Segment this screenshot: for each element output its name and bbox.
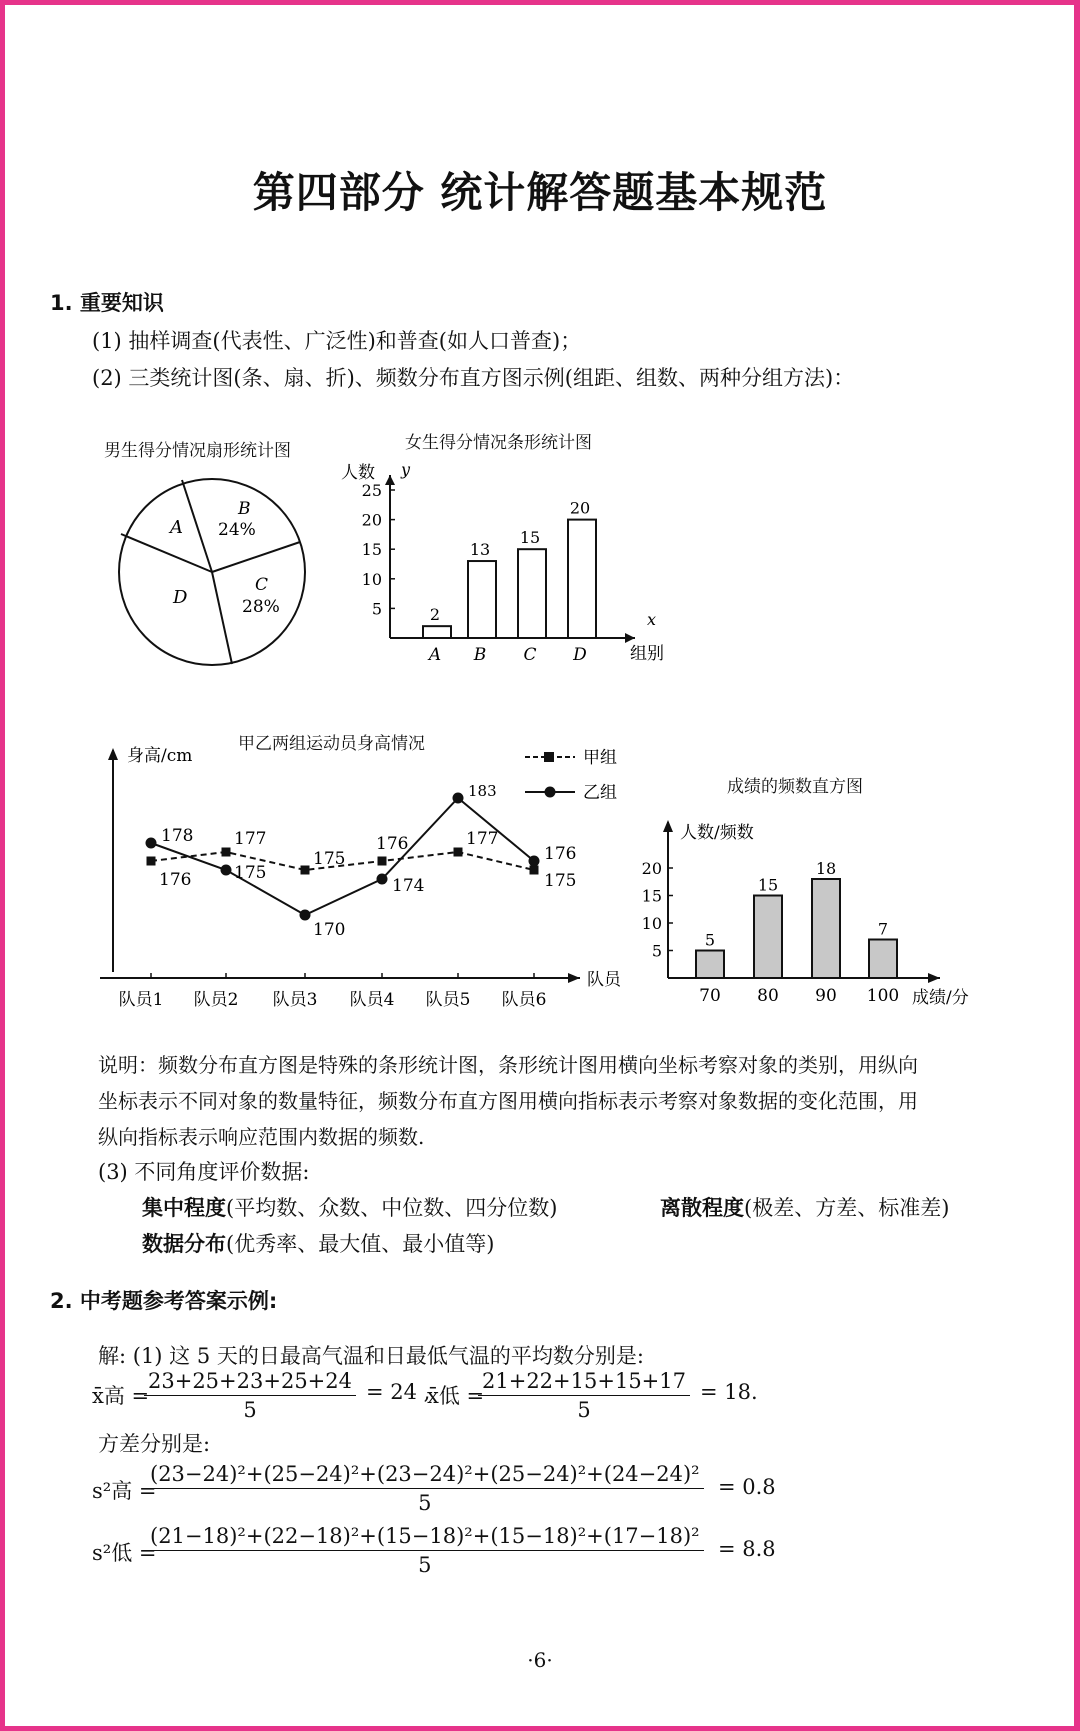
hist-x-label: 成绩/分 <box>912 988 969 1008</box>
solution-intro: 解: (1) 这 5 天的日最高气温和日最低气温的平均数分别是: <box>98 1344 644 1368</box>
hist-chart-title: 成绩的频数直方图 <box>727 777 863 797</box>
pie-divider-a-b <box>182 480 212 572</box>
page-title: 第四部分 统计解答题基本规范 <box>252 168 828 217</box>
bar-x-arrow <box>625 633 635 643</box>
legend-marker-yi <box>545 787 556 798</box>
bar-y-tick-label: 5 <box>371 599 382 619</box>
explain-line-2: 坐标表示不同对象的数量特征，频数分布直方图用横向指标表示考察对象数据的变化范围，用 <box>98 1089 918 1113</box>
series-yi-label: 178 <box>161 826 194 846</box>
bar-value-label: 2 <box>429 605 441 625</box>
series-jia-label: 177 <box>234 829 267 849</box>
series-jia-label: 177 <box>466 829 499 849</box>
series-yi-point <box>221 865 232 876</box>
item3-dispersion <box>660 1192 949 1222</box>
series-jia-point <box>301 866 310 875</box>
series-jia-point <box>378 857 387 866</box>
distribution-detail: (优秀率、最大值、最小值等) <box>226 1232 495 1256</box>
mean-low-denominator: 5 <box>577 1398 591 1422</box>
var-low-fraction <box>146 1524 704 1577</box>
pie-label-a: A <box>170 517 183 538</box>
var-high-fraction <box>146 1462 704 1515</box>
pie-label-c-pct: 28% <box>242 597 280 617</box>
legend-marker-jia <box>544 752 554 762</box>
mean-high-var: x̄高 = <box>92 1384 150 1408</box>
mean-high-fraction <box>144 1369 356 1422</box>
var-low-result: = 8.8 <box>718 1537 776 1561</box>
explain-line-3: 纵向指标表示响应范围内数据的频数. <box>98 1125 425 1149</box>
item3-central <box>142 1192 557 1222</box>
bar-y-tick-label: 25 <box>361 481 382 500</box>
section2-heading: 2. 中考题参考答案示例: <box>50 1289 278 1313</box>
pie-divider-c-d <box>212 572 232 664</box>
distribution-label: 数据分布 <box>142 1231 226 1256</box>
mean-low-result: = 18. <box>700 1380 758 1404</box>
explain-line-1: 说明：频数分布直方图是特殊的条形统计图，条形统计图用横向坐标考察对象的类别，用纵向 <box>98 1053 918 1077</box>
line-category-label: 队员1 <box>118 990 164 1010</box>
central-tendency-label: 集中程度 <box>142 1195 226 1220</box>
pie-divider-d-a <box>121 534 212 572</box>
mean-high-denominator: 5 <box>243 1398 257 1422</box>
series-yi-point <box>300 910 311 921</box>
item3-label: (3) 不同角度评价数据: <box>98 1160 310 1184</box>
line-category-label: 队员5 <box>425 990 471 1010</box>
bar-y-arrow <box>385 475 395 485</box>
hist-bar-100 <box>869 940 897 979</box>
pie-chart-title: 男生得分情况扇形统计图 <box>104 441 291 461</box>
series-jia-label: 175 <box>313 849 346 869</box>
bar-y-var: y <box>401 460 411 479</box>
bar-y-tick-label: 15 <box>361 540 382 560</box>
pie-divider-b-c <box>212 542 300 572</box>
var-high-result: = 0.8 <box>718 1475 776 1499</box>
hist-category-label: 100 <box>866 986 900 1006</box>
bar-D <box>568 520 596 638</box>
pie-chart <box>110 470 310 670</box>
bar-x-label: 组别 <box>630 644 664 664</box>
series-jia-label: 176 <box>159 870 192 890</box>
hist-bar-90 <box>812 879 840 978</box>
bar-y-tick-label: 10 <box>361 569 382 589</box>
series-yi-point <box>453 793 464 804</box>
series-yi-point <box>529 856 540 867</box>
var-low-numerator: (21−18)²+(22−18)²+(15−18)²+(15−18)²+(17−18)² <box>146 1524 704 1551</box>
line-x-label: 队员 <box>587 970 621 990</box>
section1-item1: (1) 抽样调查(代表性、广泛性)和普查(如人口普查)； <box>92 329 582 353</box>
series-jia-point <box>530 866 539 875</box>
hist-y-label: 人数/频数 <box>680 823 754 843</box>
mean-low-var: x̄低 = <box>427 1384 485 1408</box>
series-yi-point <box>377 874 388 885</box>
hist-y-arrow <box>663 820 673 832</box>
hist-category-label: 70 <box>699 986 721 1006</box>
series-yi-label: 176 <box>544 844 577 864</box>
bar-C <box>518 549 546 638</box>
hist-bar-80 <box>754 896 782 979</box>
var-low-denominator: 5 <box>418 1553 432 1577</box>
hist-value-label: 7 <box>877 919 889 939</box>
line-category-label: 队员4 <box>349 990 395 1010</box>
hist-value-label: 5 <box>704 930 716 950</box>
bar-value-label: 15 <box>519 528 541 548</box>
legend-label-yi: 乙组 <box>583 783 617 803</box>
line-category-label: 队员2 <box>193 990 239 1010</box>
var-low-var: s²低 = <box>92 1541 157 1565</box>
bar-category-label: D <box>573 645 587 665</box>
mean-high-numerator: 23+25+23+25+24 <box>144 1369 356 1396</box>
line-y-arrow <box>108 748 118 760</box>
bar-category-label: B <box>473 645 487 665</box>
hist-y-tick-label: 10 <box>641 914 662 933</box>
hist-y-tick-label: 15 <box>641 886 662 906</box>
var-high-denominator: 5 <box>418 1491 432 1515</box>
central-tendency-detail: (平均数、众数、中位数、四分位数) <box>226 1196 558 1220</box>
pie-label-b-pct: 24% <box>218 520 256 540</box>
page-number: ·6· <box>527 1648 553 1672</box>
hist-category-label: 90 <box>815 986 837 1006</box>
line-chart-title: 甲乙两组运动员身高情况 <box>238 734 425 754</box>
variance-intro: 方差分别是: <box>98 1432 211 1456</box>
series-yi-label: 174 <box>392 876 425 896</box>
bar-y-tick-label: 20 <box>361 510 382 530</box>
series-yi-point <box>146 838 157 849</box>
hist-y-tick-label: 20 <box>641 859 662 878</box>
bar-y-label: 人数 <box>341 463 375 483</box>
section1-item2: (2) 三类统计图(条、扇、折)、频数分布直方图示例(组距、组数、两种分组方法)： <box>92 366 855 390</box>
section1-heading: 1. 重要知识 <box>50 291 164 315</box>
bar-category-label: C <box>523 645 537 665</box>
series-yi-label: 170 <box>313 920 346 940</box>
line-category-label: 队员6 <box>501 990 547 1010</box>
bar-A <box>423 626 451 638</box>
line-chart <box>95 740 630 1015</box>
series-jia-label: 176 <box>376 834 409 854</box>
hist-x-arrow <box>928 973 940 983</box>
series-jia-point <box>222 848 231 857</box>
hist-y-tick-label: 5 <box>651 941 662 961</box>
bar-x-var: x <box>647 610 657 629</box>
series-jia-point <box>147 857 156 866</box>
hist-category-label: 80 <box>757 986 779 1006</box>
hist-value-label: 18 <box>815 859 837 878</box>
hist-value-label: 15 <box>757 875 779 895</box>
mean-high-result: = 24 , <box>366 1380 431 1404</box>
bar-B <box>468 561 496 638</box>
series-yi-label: 183 <box>468 782 497 800</box>
bar-value-label: 20 <box>569 498 591 518</box>
pie-label-c: C <box>255 575 269 595</box>
series-jia-point <box>454 848 463 857</box>
line-y-label: 身高/cm <box>127 746 193 766</box>
bar-chart-title: 女生得分情况条形统计图 <box>405 433 592 453</box>
dispersion-label: 离散程度 <box>660 1195 744 1220</box>
bar-chart <box>335 455 685 670</box>
line-category-label: 队员3 <box>272 990 318 1010</box>
histogram <box>640 810 985 1015</box>
mean-low-numerator: 21+22+15+15+17 <box>478 1369 690 1396</box>
series-yi-label: 175 <box>234 863 267 883</box>
var-high-var: s²高 = <box>92 1479 157 1503</box>
bar-category-label: A <box>428 645 442 665</box>
mean-low-fraction <box>478 1369 690 1422</box>
pie-label-b: B <box>238 499 251 519</box>
bar-value-label: 13 <box>469 540 491 560</box>
legend-label-jia: 甲组 <box>583 748 617 768</box>
hist-bar-70 <box>696 951 724 979</box>
item3-distribution <box>142 1228 494 1258</box>
dispersion-detail: (极差、方差、标准差) <box>744 1196 950 1220</box>
var-high-numerator: (23−24)²+(25−24)²+(23−24)²+(25−24)²+(24−24)² <box>146 1462 704 1489</box>
series-jia-label: 175 <box>544 871 577 891</box>
pie-label-d: D <box>173 587 188 608</box>
line-x-arrow <box>568 973 580 983</box>
